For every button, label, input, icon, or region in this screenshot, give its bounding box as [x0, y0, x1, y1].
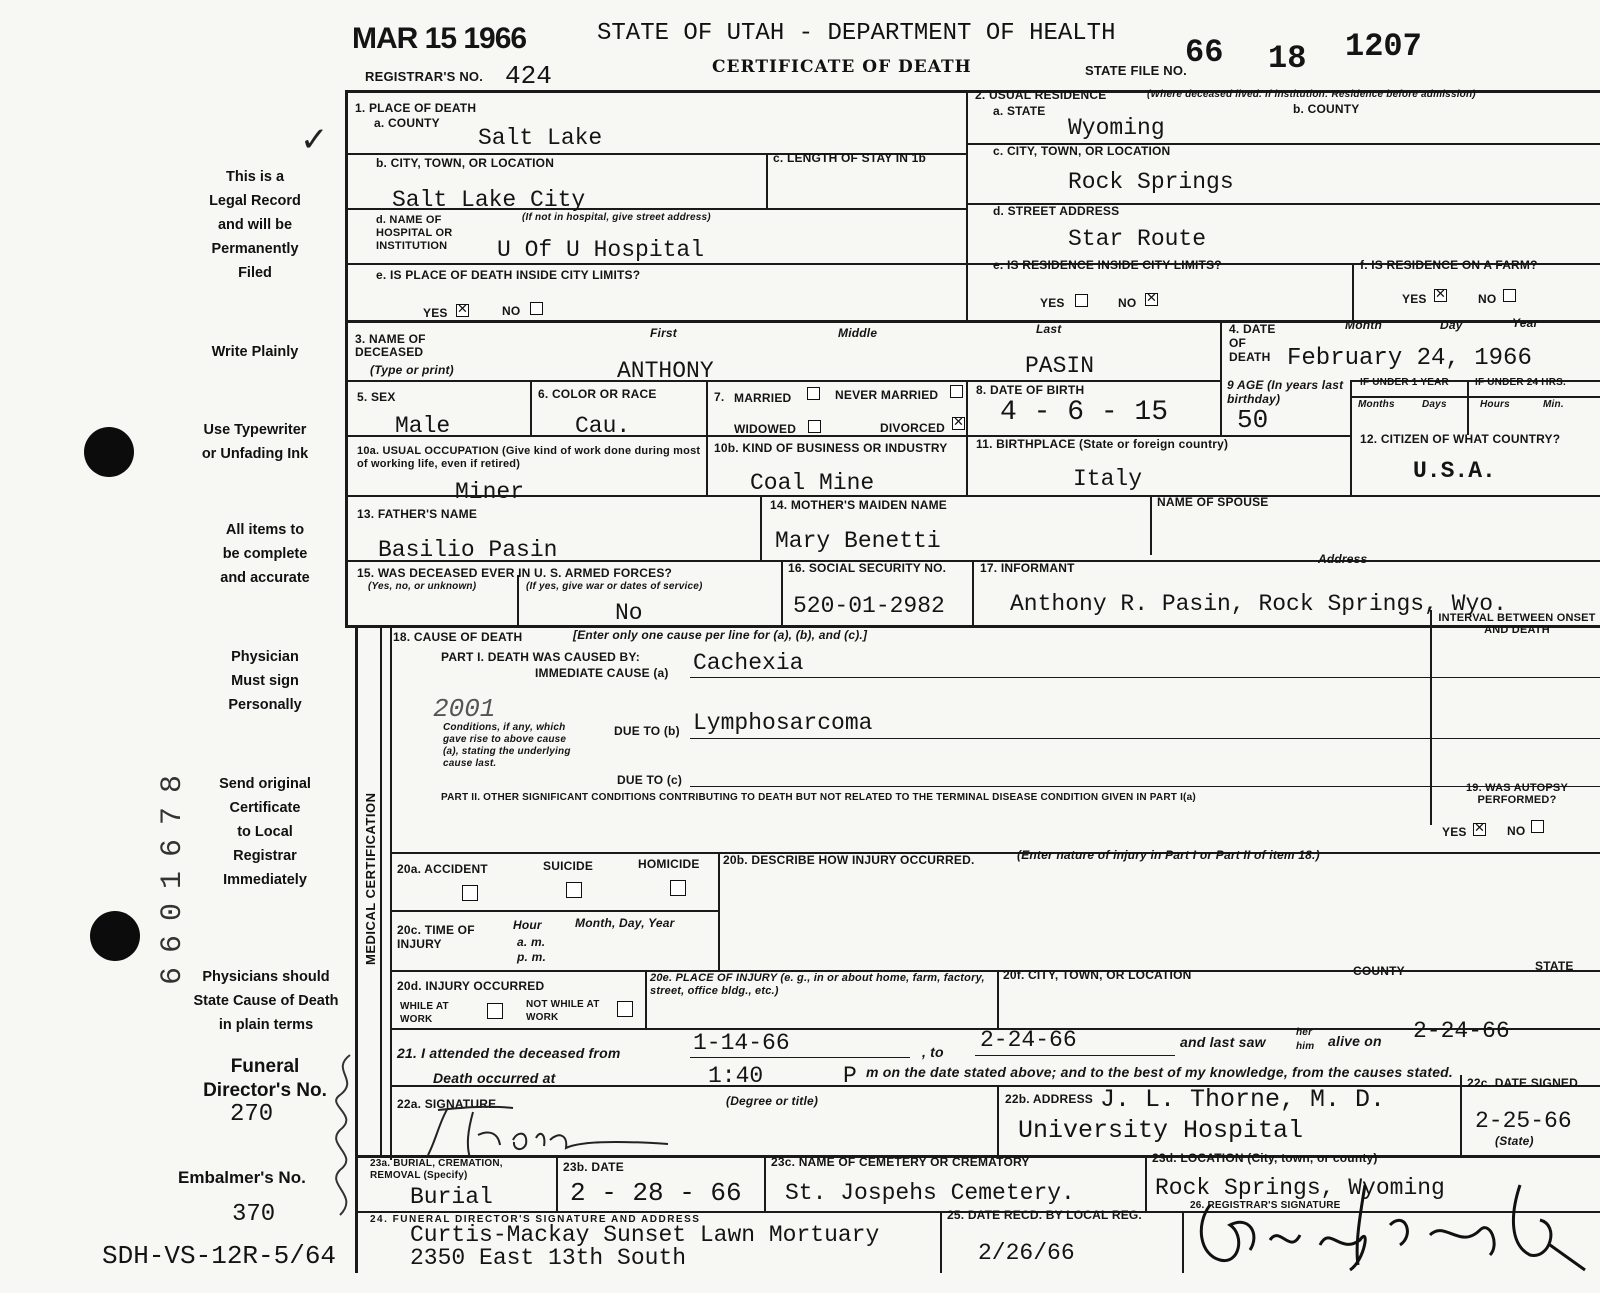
vertical-certificate-number: 6601678 — [156, 760, 190, 985]
funeral-director-no: 270 — [230, 1101, 274, 1128]
item-23b-label: 23b. DATE — [563, 1160, 624, 1174]
item-18-note: [Enter only one cause per line for (a), (b), and (c).] — [573, 628, 868, 642]
punch-hole-bottom — [90, 911, 140, 961]
physicians-should-note: Physicians should State Cause of Death in plain terms — [193, 969, 339, 1033]
item-14-label: 14. MOTHER'S MAIDEN NAME — [770, 498, 948, 512]
res-city-yes-checkbox[interactable] — [1075, 294, 1088, 307]
item-20f-label: 20f. CITY, TOWN, OR LOCATION — [1003, 968, 1192, 982]
state-file-label: STATE FILE NO. — [1085, 63, 1187, 78]
physician-signature — [418, 1100, 688, 1160]
alive-on-label: alive on — [1328, 1033, 1382, 1049]
item-20b-label: 20b. DESCRIBE HOW INJURY OCCURRED. — [723, 853, 975, 867]
physician-name-value: J. L. Thorne, M. D. — [1100, 1085, 1386, 1114]
farm-yes-label: YES — [1402, 292, 1427, 306]
legal-record-note: This is a Legal Record and will be Permanently Filed — [209, 169, 301, 281]
autopsy-yes-checkbox[interactable] — [1473, 823, 1486, 836]
item-16-label: 16. SOCIAL SECURITY NO. — [788, 561, 947, 575]
sex-value: Male — [395, 413, 451, 439]
inside-city-no-label: NO — [502, 304, 521, 318]
spouse-label: NAME OF SPOUSE — [1157, 495, 1269, 509]
item-2f-label: f. IS RESIDENCE ON A FARM? — [1360, 258, 1538, 272]
residence-state-value: Wyoming — [1068, 115, 1165, 141]
cause-b-value: Lymphosarcoma — [693, 710, 873, 736]
item-2-note: (Where deceased lived. If institution: Residence before admission) — [1147, 89, 1476, 100]
autopsy-no-checkbox[interactable] — [1531, 820, 1544, 833]
item-3-note: (Type or print) — [370, 363, 454, 377]
item-1d-label: d. NAME OF HOSPITAL OR INSTITUTION — [376, 214, 453, 252]
item-1c-label: c. LENGTH OF STAY IN 1b — [773, 151, 927, 165]
city-value: Salt Lake City — [392, 187, 586, 213]
hour-label: Hour — [513, 918, 542, 932]
item-20e-label: 20e. PLACE OF INJURY (e. g., in or about home, farm, factory, street, office bldg., etc.) — [650, 972, 985, 997]
interval-label: INTERVAL BETWEEN ONSET AND DEATH — [1438, 612, 1596, 636]
conditions-label: Conditions, if any, which gave rise to above cause (a), stating the underlying cause last. — [443, 722, 571, 769]
funeral-address-value: 2350 East 13th South — [410, 1245, 687, 1271]
item-9-label: 9 AGE (In years last birthday) — [1227, 378, 1344, 406]
homicide-label: HOMICIDE — [638, 857, 700, 871]
homicide-checkbox[interactable] — [670, 880, 686, 896]
first-name-label: First — [650, 326, 678, 340]
registrar-no-value: 424 — [505, 61, 552, 91]
widowed-checkbox[interactable] — [808, 420, 821, 433]
month-day-year-label: Month, Day, Year — [575, 916, 675, 930]
ssn-value: 520-01-2982 — [793, 593, 945, 619]
to-label: , to — [922, 1044, 944, 1060]
occupation-value: Miner — [455, 479, 525, 505]
year-label: Year — [1512, 316, 1539, 330]
birthplace-value: Italy — [1073, 466, 1143, 492]
item-5-label: 5. SEX — [357, 390, 396, 404]
funeral-director-no-label: Funeral Director's No. — [203, 1056, 327, 1101]
item-2b-label: b. COUNTY — [1293, 102, 1360, 116]
citizen-value: U.S.A. — [1413, 458, 1496, 484]
inside-city-no-checkbox[interactable] — [530, 302, 543, 315]
months-label: Months — [1358, 399, 1395, 410]
informant-value: Anthony R. Pasin, Rock Springs, Wyo. — [1010, 591, 1507, 617]
item-20d-label: 20d. INJURY OCCURRED — [397, 979, 545, 993]
cause-a-value: Cachexia — [693, 650, 804, 676]
item-17-label: 17. INFORMANT — [980, 561, 1075, 575]
accident-checkbox[interactable] — [462, 885, 478, 901]
registrar-no-label: REGISTRAR'S NO. — [365, 69, 484, 84]
item-10b-label: 10b. KIND OF BUSINESS OR INDUSTRY — [714, 441, 948, 455]
item-2d-label: d. STREET ADDRESS — [993, 204, 1120, 218]
res-city-no-checkbox[interactable] — [1145, 293, 1158, 306]
under-1-year-label: IF UNDER 1 YEAR — [1360, 377, 1449, 388]
item-18-label: 18. CAUSE OF DEATH — [393, 630, 523, 644]
item-1-label: 1. PLACE OF DEATH — [355, 101, 477, 115]
send-original-note: Send original Certificate to Local Registrar Immediately — [219, 776, 311, 888]
last-name-label: Last — [1036, 322, 1062, 336]
never-married-label: NEVER MARRIED — [835, 388, 939, 402]
date-signed-value: 2-25-66 — [1475, 1108, 1572, 1134]
burial-date-value: 2 - 28 - 66 — [570, 1178, 742, 1208]
item-2e-label: e. IS RESIDENCE INSIDE CITY LIMITS? — [993, 258, 1222, 272]
item-23c-label: 23c. NAME OF CEMETERY OR CREMATORY — [771, 1155, 1030, 1169]
form-title: STATE OF UTAH - DEPARTMENT OF HEALTH — [597, 20, 1116, 47]
alive-on-value: 2-24-66 — [1413, 1018, 1510, 1044]
married-checkbox[interactable] — [807, 387, 820, 400]
month-label: Month — [1345, 318, 1382, 332]
registrar-signature — [1190, 1165, 1590, 1275]
item-15-note-b: (If yes, give war or dates of service) — [526, 581, 703, 592]
date-of-death-value: February 24, 1966 — [1287, 345, 1532, 372]
hospital-value: U Of U Hospital — [497, 237, 705, 263]
item-23a-label: 23a. BURIAL, CREMATION, REMOVAL (Specify) — [370, 1158, 503, 1181]
farm-no-checkbox[interactable] — [1503, 289, 1516, 302]
item-15-note-a: (Yes, no, or unknown) — [368, 581, 477, 592]
item-22c-label: 22c. DATE SIGNED — [1467, 1076, 1579, 1090]
date-received-value: 2/26/66 — [978, 1240, 1075, 1266]
item-11-label: 11. BIRTHPLACE (State or foreign country) — [976, 437, 1229, 451]
item-2-label: 2. USUAL RESIDENCE — [975, 88, 1107, 102]
injury-county-label: COUNTY — [1353, 964, 1405, 978]
physician-note: Physician Must sign Personally — [228, 649, 302, 713]
due-to-c-label: DUE TO (c) — [617, 773, 683, 787]
funeral-director-value: Curtis-Mackay Sunset Lawn Mortuary — [410, 1222, 880, 1248]
autopsy-yes-label: YES — [1442, 825, 1467, 839]
injury-state-label: STATE — [1535, 959, 1574, 973]
medical-certification-label: MEDICAL CERTIFICATION — [363, 792, 378, 965]
armed-forces-value: No — [615, 600, 643, 626]
state-file-no-a: 66 — [1185, 34, 1224, 71]
death-occurred-label: Death occurred at — [433, 1070, 556, 1086]
not-while-at-work-checkbox[interactable] — [617, 1001, 633, 1017]
item-19-label: 19. WAS AUTOPSY PERFORMED? — [1465, 782, 1569, 806]
item-8-label: 8. DATE OF BIRTH — [976, 383, 1085, 397]
item-21-label: 21. I attended the deceased from — [397, 1045, 621, 1061]
punch-hole-top — [84, 427, 134, 477]
item-15-label: 15. WAS DECEASED EVER IN U. S. ARMED FORCES? — [357, 566, 673, 580]
item-1a-label: a. COUNTY — [374, 116, 440, 130]
margin-scribble — [320, 1050, 370, 1220]
check-mark-icon: ✓ — [300, 120, 329, 160]
days-label: Days — [1422, 399, 1447, 410]
attended-from-value: 1-14-66 — [693, 1030, 790, 1056]
under-24-hrs-label: IF UNDER 24 HRS. — [1475, 377, 1566, 388]
item-6-label: 6. COLOR OR RACE — [538, 387, 657, 401]
am-label: a. m. — [517, 935, 546, 949]
divorced-checkbox[interactable] — [952, 417, 965, 430]
dob-value: 4 - 6 - 15 — [1000, 397, 1169, 428]
state-file-no-b: 18 — [1268, 40, 1307, 77]
inside-city-yes-label: YES — [423, 306, 448, 320]
item-26-label: 26. REGISTRAR'S SIGNATURE — [1190, 1200, 1341, 1211]
while-at-work-label: WHILE AT WORK — [400, 1001, 449, 1025]
item-4-label: 4. DATE OF DEATH — [1229, 322, 1276, 364]
immediate-cause-label: IMMEDIATE CAUSE (a) — [535, 666, 669, 680]
item-22a-label: 22a. SIGNATURE — [397, 1097, 497, 1111]
item-25-label: 25. DATE RECD. BY LOCAL REG. — [947, 1208, 1142, 1222]
typewriter-note: Use Typewriter or Unfading Ink — [201, 422, 309, 462]
inside-city-yes-checkbox[interactable] — [456, 304, 469, 317]
cause-code-value: 2001 — [433, 694, 496, 724]
day-label: Day — [1440, 318, 1463, 332]
embalmer-no: 370 — [232, 1201, 276, 1228]
informant-address-label: Address — [1318, 552, 1368, 566]
not-while-at-work-label: NOT WHILE AT WORK — [526, 999, 600, 1023]
married-label: MARRIED — [734, 391, 792, 405]
degree-label: (Degree or title) — [726, 1094, 819, 1108]
form-number: SDH-VS-12R-5/64 — [102, 1241, 337, 1271]
hours-label: Hours — [1480, 399, 1510, 410]
last-saw-label: and last saw — [1180, 1034, 1266, 1050]
while-at-work-checkbox[interactable] — [487, 1003, 503, 1019]
farm-yes-checkbox[interactable] — [1434, 289, 1447, 302]
county-value: Salt Lake — [478, 125, 603, 151]
suicide-label: SUICIDE — [543, 859, 594, 873]
never-married-checkbox[interactable] — [950, 385, 963, 398]
death-time-value: 1:40 — [708, 1063, 764, 1089]
residence-city-value: Rock Springs — [1068, 169, 1234, 195]
age-value: 50 — [1237, 405, 1269, 435]
state-file-no-c: 1207 — [1345, 28, 1422, 65]
state-paren-label: (State) — [1495, 1134, 1534, 1148]
part-1-label: PART I. DEATH WAS CAUSED BY: — [441, 650, 640, 664]
item-20c-label: 20c. TIME OF INJURY — [397, 923, 475, 951]
complete-note: All items to be complete and accurate — [220, 522, 310, 586]
race-value: Cau. — [575, 413, 631, 439]
death-pm-value: P — [843, 1063, 857, 1089]
min-label: Min. — [1543, 399, 1564, 410]
part-2-label: PART II. OTHER SIGNIFICANT CONDITIONS CONTRIBUTING TO DEATH BUT NOT RELATED TO THE TERMINAL DISEASE CONDITION GIVEN IN PART I(a) — [441, 792, 1196, 803]
suicide-checkbox[interactable] — [566, 882, 582, 898]
father-value: Basilio Pasin — [378, 537, 558, 563]
item-13-label: 13. FATHER'S NAME — [357, 507, 478, 521]
cemetery-location-value: Rock Springs, Wyoming — [1155, 1175, 1445, 1201]
certificate-heading: CERTIFICATE OF DEATH — [712, 57, 972, 77]
cemetery-value: St. Jospehs Cemetery. — [785, 1180, 1075, 1206]
item-10a-label: 10a. USUAL OCCUPATION (Give kind of work done during most of working life, even if retired) — [357, 445, 701, 470]
item-2c-label: c. CITY, TOWN, OR LOCATION — [993, 144, 1171, 158]
her-him-label: her him — [1296, 1027, 1315, 1052]
embalmer-no-label: Embalmer's No. — [178, 1168, 306, 1187]
first-name-value: ANTHONY — [617, 358, 714, 384]
item-23d-label: 23d. LOCATION (City, town, or county) — [1152, 1151, 1378, 1165]
item-24-label: 24. FUNERAL DIRECTOR'S SIGNATURE AND ADDRESS — [370, 1214, 701, 1225]
widowed-label: WIDOWED — [734, 422, 797, 436]
mother-value: Mary Benetti — [775, 528, 941, 554]
item-20b-note: (Enter nature of injury in Part I or Part II of item 18.) — [1017, 848, 1320, 862]
item-2a-label: a. STATE — [993, 104, 1046, 118]
last-name-value: PASIN — [1025, 353, 1095, 379]
res-city-no-label: NO — [1118, 296, 1137, 310]
industry-value: Coal Mine — [750, 470, 875, 496]
farm-no-label: NO — [1478, 292, 1497, 306]
item-20a-label: 20a. ACCIDENT — [397, 862, 488, 876]
due-to-b-label: DUE TO (b) — [614, 724, 680, 738]
middle-name-label: Middle — [838, 326, 878, 340]
item-3-label: 3. NAME OF DECEASED — [355, 332, 426, 359]
disposition-value: Burial — [410, 1184, 493, 1210]
item-12-label: 12. CITIZEN OF WHAT COUNTRY? — [1360, 432, 1561, 446]
divorced-label: DIVORCED — [880, 421, 945, 435]
pm-label: p. m. — [517, 950, 547, 964]
item-7-label: 7. — [714, 390, 725, 404]
statement-text: m on the date stated above; and to the best of my knowledge, from the causes stated. — [866, 1064, 1454, 1080]
item-22b-label: 22b. ADDRESS — [1005, 1092, 1093, 1106]
item-1d-note: (If not in hospital, give street address) — [522, 212, 711, 223]
received-date-stamp: MAR 15 1966 — [352, 22, 527, 55]
item-1e-label: e. IS PLACE OF DEATH INSIDE CITY LIMITS? — [376, 268, 641, 282]
autopsy-no-label: NO — [1507, 824, 1526, 838]
attended-to-value: 2-24-66 — [980, 1027, 1077, 1053]
residence-street-value: Star Route — [1068, 226, 1207, 252]
physician-address-value: University Hospital — [1018, 1116, 1304, 1145]
res-city-yes-label: YES — [1040, 296, 1065, 310]
write-plainly-note: Write Plainly — [211, 344, 299, 360]
item-1b-label: b. CITY, TOWN, OR LOCATION — [376, 156, 555, 170]
